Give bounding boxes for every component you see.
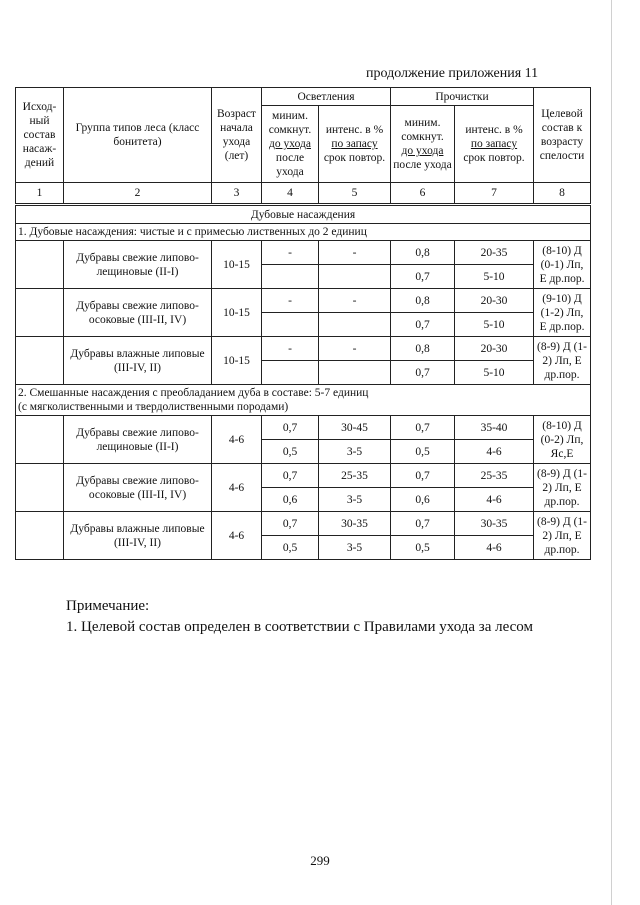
- pro-min-value: 0,5: [391, 536, 455, 560]
- osv-min-value: 0,5: [262, 440, 319, 464]
- table-row: [16, 416, 591, 440]
- composition-cell: [16, 512, 64, 560]
- pro-min-value: 0,5: [391, 440, 455, 464]
- pro-min-value: 0,8: [391, 289, 455, 313]
- pro-int-value: 5-10: [455, 265, 534, 289]
- start-age: 10-15: [212, 289, 262, 337]
- osv-int-value: 30-45: [319, 416, 391, 440]
- category-title: 1. Дубовые насаждения: чистые и с примесью лиственных до 2 единиц: [16, 224, 591, 241]
- col-number: 3: [212, 183, 262, 205]
- header-pro-min-l3: после ухода: [393, 159, 452, 171]
- forest-group-name: Дубравы свежие липово-осоковые (III-II, IV): [64, 464, 212, 512]
- header-osv-min: [262, 106, 319, 183]
- forest-care-table: [15, 87, 591, 560]
- header-col1: Исход-ный состав насаж-дений: [16, 88, 64, 183]
- header-osv-int-l3: срок повтор.: [323, 152, 386, 164]
- table-row: [16, 241, 591, 265]
- pro-int-value: 5-10: [455, 361, 534, 385]
- header-col2: Группа типов леса (класс бонитета): [64, 88, 212, 183]
- header-pro-int-l1: интенс. в %: [465, 124, 523, 136]
- col-number: 6: [391, 183, 455, 205]
- composition-cell: [16, 337, 64, 385]
- osv-min-value: 0,5: [262, 536, 319, 560]
- target-composition: (8-9) Д (1-2) Лп, Е др.пор.: [534, 464, 591, 512]
- start-age: 4-6: [212, 512, 262, 560]
- pro-min-value: 0,8: [391, 337, 455, 361]
- header-pro-min-l2: до ухода: [401, 145, 444, 157]
- table-row: [16, 464, 591, 488]
- osv-min-value: 0,6: [262, 488, 319, 512]
- category-title: [16, 385, 591, 416]
- osv-min-value: 0,7: [262, 464, 319, 488]
- header-osv-int-l1: интенс. в %: [325, 124, 384, 136]
- osv-int-value: -: [319, 241, 391, 265]
- continuation-title: продолжение приложения 11: [366, 66, 539, 81]
- page-number: 299: [310, 853, 330, 868]
- osv-int-value: 3-5: [319, 440, 391, 464]
- osv-int-value: 3-5: [319, 536, 391, 560]
- osv-int-value: 30-35: [319, 512, 391, 536]
- note-title: Примечание:: [66, 598, 150, 614]
- pro-int-value: 35-40: [455, 416, 534, 440]
- header-osv-int: [319, 106, 391, 183]
- header-col3: Возраст начала ухода (лет): [212, 88, 262, 183]
- composition-cell: [16, 289, 64, 337]
- start-age: 4-6: [212, 416, 262, 464]
- forest-group-name: Дубравы свежие липово-осоковые (III-II, IV): [64, 289, 212, 337]
- header-osv-min-l3: после ухода: [275, 152, 305, 178]
- composition-cell: [16, 464, 64, 512]
- header-pro-min: [391, 106, 455, 183]
- col-number: 1: [16, 183, 64, 205]
- osv-min-value: 0,7: [262, 416, 319, 440]
- osv-int-value: -: [319, 289, 391, 313]
- header-prochistki: Прочистки: [391, 88, 534, 106]
- pro-int-value: 20-30: [455, 289, 534, 313]
- col-number: 4: [262, 183, 319, 205]
- pro-int-value: 30-35: [455, 512, 534, 536]
- target-composition: (9-10) Д (1-2) Лп, Е др.пор.: [534, 289, 591, 337]
- section-title: Дубовые насаждения: [16, 205, 591, 224]
- target-composition: (8-9) Д (1-2) Лп, Е др.пор.: [534, 337, 591, 385]
- pro-min-value: 0,7: [391, 512, 455, 536]
- osv-min-value: -: [262, 337, 319, 361]
- pro-min-value: 0,7: [391, 313, 455, 337]
- pro-min-value: 0,8: [391, 241, 455, 265]
- osv-int-value: [319, 265, 391, 289]
- osv-int-value: [319, 361, 391, 385]
- pro-min-value: 0,7: [391, 265, 455, 289]
- header-pro-min-l1: миним. сомкнут.: [401, 117, 444, 143]
- pro-int-value: 4-6: [455, 488, 534, 512]
- header-osv-int-l2: по запасу: [331, 138, 378, 150]
- osv-min-value: -: [262, 241, 319, 265]
- osv-min-value: [262, 265, 319, 289]
- start-age: 10-15: [212, 337, 262, 385]
- forest-group-name: Дубравы свежие липово-лещиновые (II-I): [64, 416, 212, 464]
- pro-min-value: 0,7: [391, 361, 455, 385]
- note-text: 1. Целевой состав определен в соответствии с Правилами ухода за лесом: [66, 619, 534, 635]
- header-osv-min-l1: миним. сомкнут.: [268, 110, 312, 136]
- target-composition: (8-10) Д (0-2) Лп, Яс,Е: [534, 416, 591, 464]
- pro-min-value: 0,6: [391, 488, 455, 512]
- pro-int-value: 5-10: [455, 313, 534, 337]
- osv-min-value: 0,7: [262, 512, 319, 536]
- pro-int-value: 4-6: [455, 536, 534, 560]
- osv-min-value: -: [262, 289, 319, 313]
- pro-min-value: 0,7: [391, 464, 455, 488]
- page-edge-line: [611, 0, 612, 905]
- osv-int-value: -: [319, 337, 391, 361]
- header-osvetleniya: Осветления: [262, 88, 391, 106]
- composition-cell: [16, 416, 64, 464]
- category-title-line1: 2. Смешанные насаждения с преобладанием дуба в составе: 5-7 единиц: [18, 387, 369, 399]
- col-number: 7: [455, 183, 534, 205]
- pro-int-value: 25-35: [455, 464, 534, 488]
- header-col8: Целевой состав к возрасту спелости: [534, 88, 591, 183]
- header-pro-int-l3: срок повтор.: [463, 152, 525, 164]
- start-age: 10-15: [212, 241, 262, 289]
- header-pro-int-l2: по запасу: [470, 138, 518, 150]
- table-row: [16, 512, 591, 536]
- header-pro-int: [455, 106, 534, 183]
- start-age: 4-6: [212, 464, 262, 512]
- osv-int-value: 3-5: [319, 488, 391, 512]
- col-number: 8: [534, 183, 591, 205]
- forest-group-name: Дубравы свежие липово-лещиновые (II-I): [64, 241, 212, 289]
- pro-int-value: 20-35: [455, 241, 534, 265]
- table-row: [16, 289, 591, 313]
- col-number: 2: [64, 183, 212, 205]
- target-composition: (8-10) Д (0-1) Лп, Е др.пор.: [534, 241, 591, 289]
- header-osv-min-l2: до ухода: [269, 138, 311, 150]
- forest-group-name: Дубравы влажные липовые (III-IV, II): [64, 337, 212, 385]
- target-composition: (8-9) Д (1-2) Лп, Е др.пор.: [534, 512, 591, 560]
- pro-min-value: 0,7: [391, 416, 455, 440]
- osv-min-value: [262, 313, 319, 337]
- pro-int-value: 20-30: [455, 337, 534, 361]
- osv-int-value: 25-35: [319, 464, 391, 488]
- table-row: [16, 337, 591, 361]
- category-title-line2: (с мягколиственными и твердолиственными породами): [18, 401, 289, 413]
- pro-int-value: 4-6: [455, 440, 534, 464]
- composition-cell: [16, 241, 64, 289]
- osv-min-value: [262, 361, 319, 385]
- forest-group-name: Дубравы влажные липовые (III-IV, II): [64, 512, 212, 560]
- col-number: 5: [319, 183, 391, 205]
- osv-int-value: [319, 313, 391, 337]
